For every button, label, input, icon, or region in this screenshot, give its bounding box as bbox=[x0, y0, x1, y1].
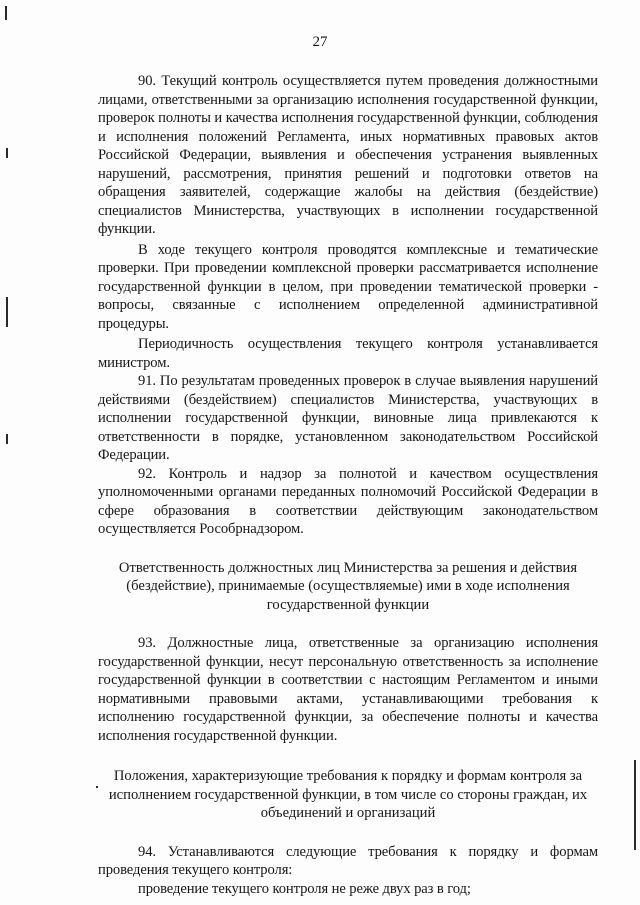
page-number: 27 bbox=[312, 34, 328, 50]
section-heading-control-requirements: Положения, характеризующие требования к порядку и формам контроля за исполнением государственной функции, в том числе со стороны граждан, их объединений и организаций bbox=[108, 768, 588, 821]
paragraph-90: 90. Текущий контроль осуществляется путем проведения должностными лицами, ответственными за организацию исполнения государственной функции, проверок полноты и качества исполнения государственной функции, соблюдения и исполнения положений Регламента, иных нормативных правовых актов Российской Федерации, выявления и обеспечения устранения выявленных нарушений, рассмотрения, принятия решений и подготовки ответов на обращения заявителей, содержащие жалобы на действия (бездействие) специалистов Министерства, участвующих в исполнении государственной функции. bbox=[98, 73, 598, 237]
paragraph-93: 93. Должностные лица, ответственные за организацию исполнения государственной функции, несут персональную ответственность за исполнение государственной функции в соответствии с настоящим Регламентом и иными нормативными правовыми актами, устанавливающими требования к исполнению государственной функции, за обеспечение полноты и качества исполнения государственной функции. bbox=[98, 635, 598, 744]
scan-mark-left-2 bbox=[6, 297, 8, 327]
section-heading-responsibility: Ответственность должностных лиц Министерства за решения и действия (бездействие), принимаемые (осуществляемые) ими в ходе исполнения государственной функции bbox=[118, 559, 578, 613]
paragraph-periodicity: Периодичность осуществления текущего контроля устанавливается министром. bbox=[98, 336, 598, 371]
paragraph-92: 92. Контроль и надзор за полнотой и качеством осуществления уполномоченными органами переданных полномочий Российской Федерации в сфере образования в соответствии действующим законодательством осуществляется Рособрнадзором. bbox=[98, 465, 598, 537]
scan-mark-right-edge bbox=[634, 760, 636, 850]
scan-mark-left-3 bbox=[6, 434, 8, 444]
scan-dot bbox=[96, 786, 98, 788]
paragraph-91: 91. По результатам проведенных проверок в случае выявления нарушений действиями (бездействием) специалистов Министерства, участвующих в исполнении государственной функции, виновные лица привлекаются к ответственности в порядке, установленном законодательством Российской Федерации. bbox=[98, 373, 598, 463]
document-body bbox=[98, 72, 598, 898]
scan-mark-top-left bbox=[5, 6, 7, 20]
paragraph-inspections: В ходе текущего контроля проводятся комплексные и тематические проверки. При проведении комплексной проверки рассматривается исполнение государственной функции в целом, при проведении тематической проверки - вопросы, связанные с исполнением определенной административной процедуры. bbox=[98, 241, 598, 332]
paragraph-94: 94. Устанавливаются следующие требования к порядку и формам проведения текущего контроля: bbox=[98, 843, 598, 878]
paragraph-94-item: проведение текущего контроля не реже двух раз в год; bbox=[138, 880, 471, 897]
scan-mark-left-1 bbox=[6, 148, 8, 158]
